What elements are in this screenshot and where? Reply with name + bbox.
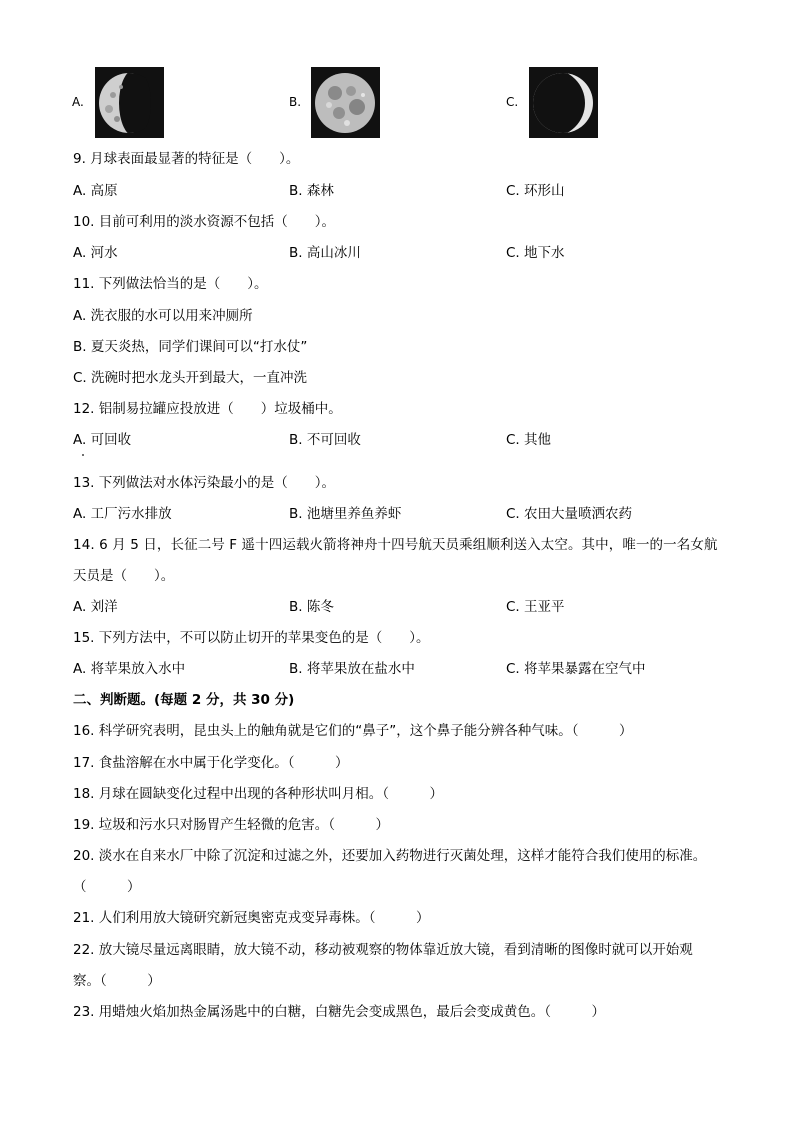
question-23: 23. 用蜡烛火焰加热金属汤匙中的白糖，白糖先会变成黑色，最后会变成黄色。（ ） (73, 1004, 606, 1020)
question-14-option-a: A. 刘洋 (73, 599, 118, 615)
image-option-b-label: B. (289, 95, 302, 109)
question-10-option-a: A. 河水 (73, 245, 118, 261)
question-12-stem: 12. 铝制易拉罐应投放进（ ）垃圾桶中。 (73, 401, 342, 417)
moon-image-a (95, 67, 164, 138)
question-12-option-b: B. 不可回收 (289, 432, 361, 448)
question-15-option-b: B. 将苹果放在盐水中 (289, 661, 415, 677)
question-11-option-c: C. 洗碗时把水龙头开到最大，一直冲洗 (73, 370, 308, 386)
question-17: 17. 食盐溶解在水中属于化学变化。（ ） (73, 755, 349, 771)
question-14-option-c: C. 王亚平 (506, 599, 565, 615)
image-option-c-label: C. (506, 95, 519, 109)
question-13-option-a: A. 工厂污水排放 (73, 506, 172, 522)
question-14-stem-line2: 天员是（ ）。 (73, 568, 175, 584)
question-10-option-b: B. 高山冰川 (289, 245, 361, 261)
question-13-stem: 13. 下列做法对水体污染最小的是（ ）。 (73, 475, 336, 491)
question-20-line2: （ ） (73, 879, 141, 895)
image-option-a-label: A. (72, 95, 84, 109)
question-10-option-c: C. 地下水 (506, 245, 565, 261)
question-22-line2: 察。（ ） (73, 973, 161, 989)
moon-image-c (529, 67, 598, 138)
question-15-stem: 15. 下列方法中，不可以防止切开的苹果变色的是（ ）。 (73, 630, 430, 646)
question-10-stem: 10. 目前可利用的淡水资源不包括（ ）。 (73, 214, 336, 230)
question-15-option-a: A. 将苹果放入水中 (73, 661, 186, 677)
question-21: 21. 人们利用放大镜研究新冠奥密克戎变异毒株。（ ） (73, 910, 430, 926)
section-2-heading: 二、判断题。(每题 2 分，共 30 分) (73, 692, 295, 708)
question-12-option-a: A. 可回收 (73, 432, 132, 448)
question-16: 16. 科学研究表明，昆虫头上的触角就是它们的“鼻子”，这个鼻子能分辨各种气味。（ ） (73, 723, 633, 739)
question-19: 19. 垃圾和污水只对肠胃产生轻微的危害。（ ） (73, 817, 390, 833)
question-14-stem-line1: 14. 6 月 5 日，长征二号 F 遥十四运载火箭将神舟十四号航天员乘组顺利送入太空。其中，唯一的一名女航 (73, 537, 718, 553)
question-15-option-c: C. 将苹果暴露在空气中 (506, 661, 646, 677)
question-9-option-b: B. 森林 (289, 183, 334, 199)
question-22-line1: 22. 放大镜尽量远离眼睛，放大镜不动，移动被观察的物体靠近放大镜，看到清晰的图像时就可以开始观 (73, 942, 693, 958)
question-9-option-a: A. 高原 (73, 183, 118, 199)
question-12-option-c: C. 其他 (506, 432, 552, 448)
question-9-stem: 9. 月球表面最显著的特征是（ ）。 (73, 151, 300, 167)
question-18: 18. 月球在圆缺变化过程中出现的各种形状叫月相。（ ） (73, 786, 444, 802)
question-20-line1: 20. 淡水在自来水厂中除了沉淀和过滤之外，还要加入药物进行灭菌处理，这样才能符合我们使用的标准。 (73, 848, 707, 864)
question-11-option-b: B. 夏天炎热，同学们课间可以“打水仗” (73, 339, 308, 355)
question-11-stem: 11. 下列做法恰当的是（ ）。 (73, 276, 268, 292)
question-11-option-a: A. 洗衣服的水可以用来冲厕所 (73, 308, 253, 324)
question-13-option-b: B. 池塘里养鱼养虾 (289, 506, 402, 522)
scan-speck (82, 454, 84, 456)
question-13-option-c: C. 农田大量喷洒农药 (506, 506, 633, 522)
question-9-option-c: C. 环形山 (506, 183, 565, 199)
moon-image-b (311, 67, 380, 138)
question-14-option-b: B. 陈冬 (289, 599, 334, 615)
